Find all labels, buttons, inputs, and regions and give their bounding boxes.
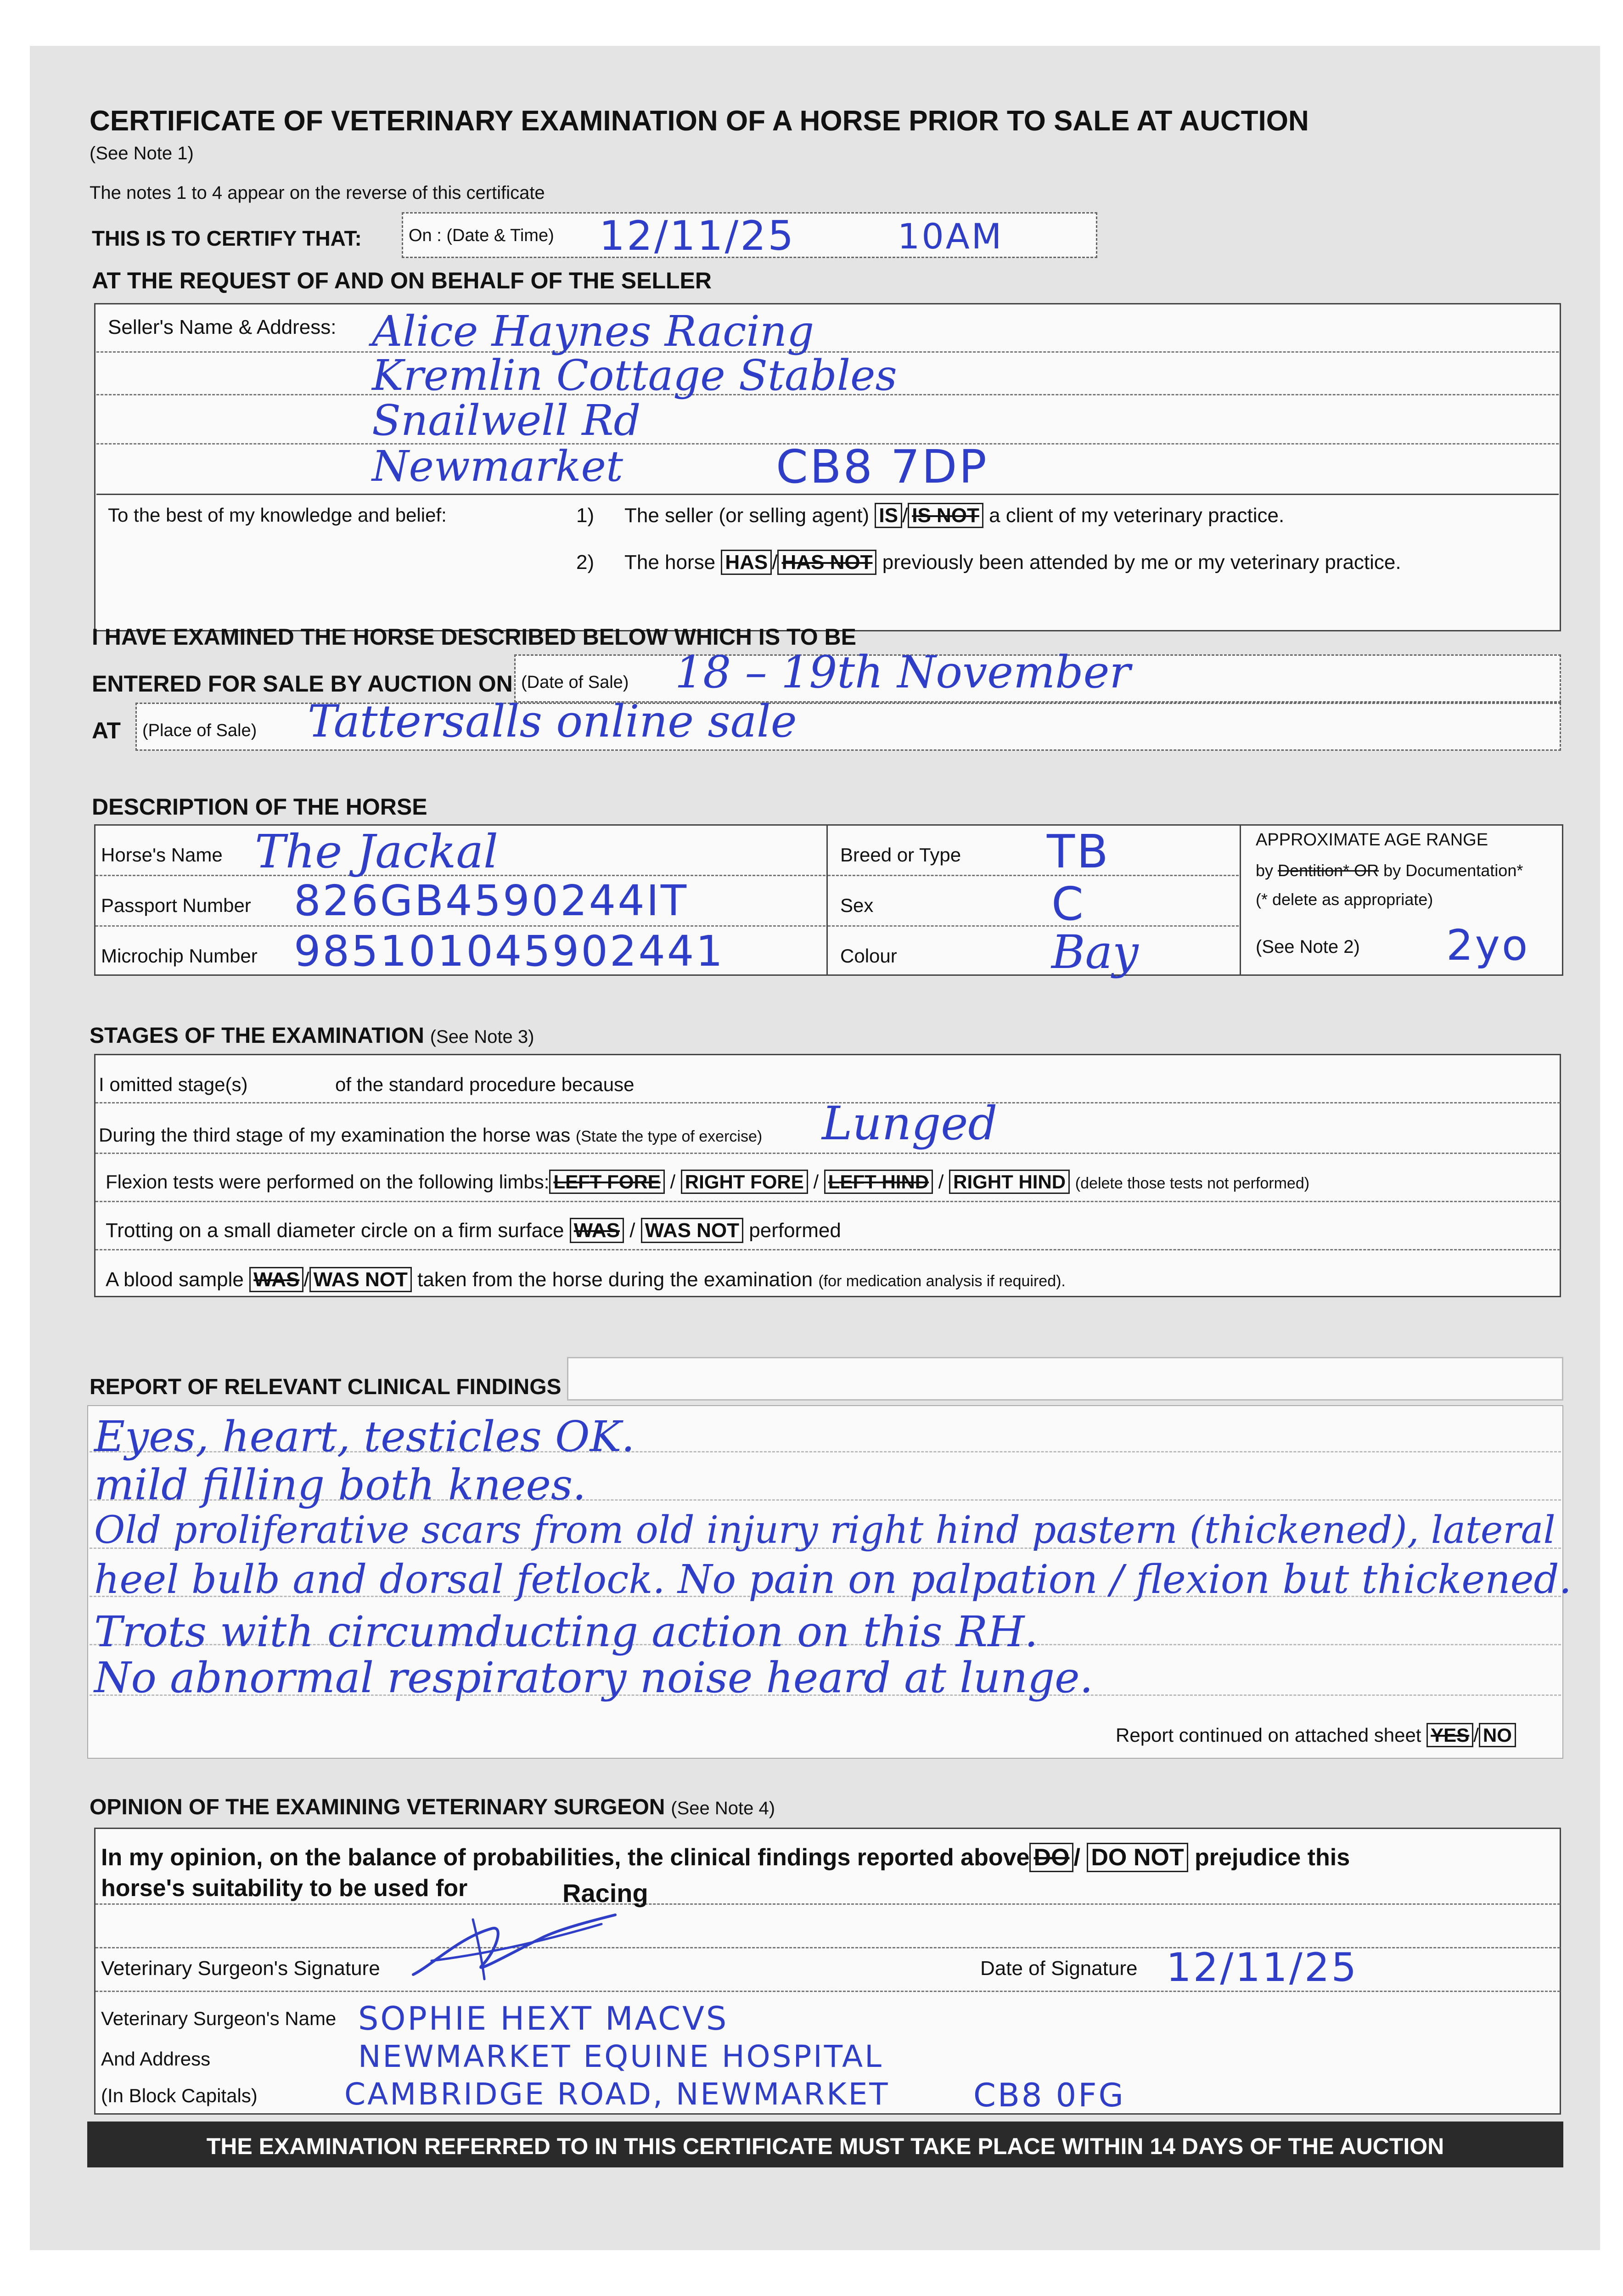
flexion-right-fore-option[interactable]: RIGHT FORE bbox=[681, 1170, 808, 1194]
option-separator: / bbox=[629, 1219, 635, 1242]
flexion-left-hind-option[interactable]: LEFT HIND bbox=[824, 1170, 933, 1194]
seller-name[interactable]: Alice Haynes Racing bbox=[372, 307, 814, 356]
statement-1-prefix: The seller (or selling agent) bbox=[624, 504, 870, 527]
horse-col-divider-2 bbox=[1240, 826, 1241, 975]
option-separator: / bbox=[938, 1171, 944, 1193]
blood-row bbox=[106, 1268, 1066, 1291]
report-continued-label: Report continued on attached sheet bbox=[1116, 1724, 1421, 1746]
sale-place-label: (Place of Sale) bbox=[142, 721, 257, 740]
passport-label: Passport Number bbox=[101, 895, 251, 916]
passport-value[interactable]: 826GB4590244IT bbox=[294, 876, 689, 925]
suitability-value[interactable]: Racing bbox=[562, 1879, 648, 1908]
blood-note: (for medication analysis if required). bbox=[818, 1272, 1066, 1290]
blood-was-option[interactable]: WAS bbox=[249, 1267, 303, 1292]
opinion-statement bbox=[101, 1844, 1350, 1871]
microchip-value[interactable]: 985101045902441 bbox=[294, 927, 724, 976]
at-label: AT bbox=[92, 718, 121, 743]
option-separator: / bbox=[303, 1268, 309, 1291]
report-finding: heel bulb and dorsal fetlock. No pain on palpation / flexion but thickened. bbox=[94, 1557, 1572, 1603]
continued-no-option[interactable]: NO bbox=[1479, 1723, 1516, 1747]
statement-1-suffix: a client of my veterinary practice. bbox=[989, 504, 1285, 527]
stages-title-note: (See Note 3) bbox=[430, 1027, 534, 1047]
colour-label: Colour bbox=[840, 945, 897, 967]
blood-suffix: taken from the horse during the examination bbox=[417, 1268, 813, 1291]
knowledge-label: To the best of my knowledge and belief: bbox=[108, 504, 447, 526]
trot-row bbox=[106, 1219, 841, 1242]
statement-2 bbox=[624, 551, 1401, 574]
option-separator: / bbox=[902, 504, 908, 527]
horse-row-line-4 bbox=[828, 925, 1239, 927]
trot-was-option[interactable]: WAS bbox=[570, 1218, 624, 1243]
report-finding: Trots with circumducting action on this RH. bbox=[94, 1607, 1038, 1656]
seller-label: Seller's Name & Address: bbox=[108, 316, 337, 338]
attended-has-option[interactable]: HAS bbox=[721, 550, 772, 575]
suitability-label: horse's suitability to be used for bbox=[101, 1875, 468, 1902]
sale-date-value: 18 – 19th November bbox=[675, 647, 1131, 698]
option-separator: / bbox=[813, 1171, 819, 1193]
vet-address-line-2[interactable]: CAMBRIDGE ROAD, NEWMARKET bbox=[344, 2077, 890, 2112]
seller-divider bbox=[96, 494, 1559, 495]
request-label: AT THE REQUEST OF AND ON BEHALF OF THE SELLER bbox=[92, 268, 712, 293]
certify-label: THIS IS TO CERTIFY THAT: bbox=[92, 226, 362, 250]
opinion-line-3 bbox=[95, 1991, 1560, 1992]
flexion-right-hind-option[interactable]: RIGHT HIND bbox=[949, 1170, 1070, 1194]
exam-time-value: 10AM bbox=[898, 216, 1004, 257]
exam-date-value: 12/11/25 bbox=[599, 212, 796, 259]
horse-name-value[interactable]: The Jackal bbox=[255, 825, 498, 878]
blood-label: A blood sample bbox=[106, 1268, 244, 1291]
third-stage-value[interactable]: Lunged bbox=[822, 1097, 998, 1150]
seller-address-1[interactable]: Kremlin Cottage Stables bbox=[372, 351, 897, 400]
age-note-label: (See Note 2) bbox=[1256, 937, 1360, 957]
age-value[interactable]: 2yo bbox=[1446, 921, 1530, 970]
flexion-row bbox=[106, 1171, 1309, 1193]
entered-label: ENTERED FOR SALE BY AUCTION ON bbox=[92, 671, 513, 697]
vet-signature[interactable] bbox=[404, 1910, 624, 1988]
statement-1 bbox=[624, 504, 1284, 527]
opinion-title-note: (See Note 4) bbox=[671, 1798, 775, 1818]
horse-row-line-3 bbox=[828, 875, 1239, 876]
trot-label: Trotting on a small diameter circle on a firm surface bbox=[106, 1219, 564, 1242]
flexion-note: (delete those tests not performed) bbox=[1075, 1175, 1310, 1192]
on-label: On : (Date & Time) bbox=[409, 226, 554, 245]
report-title: REPORT OF RELEVANT CLINICAL FINDINGS bbox=[90, 1375, 562, 1399]
option-separator: / bbox=[670, 1171, 676, 1193]
third-stage-label: During the third stage of my examination the horse was bbox=[99, 1124, 571, 1146]
opinion-line-1 bbox=[95, 1903, 1560, 1905]
stages-row-line-4 bbox=[95, 1249, 1560, 1250]
client-is-not-option[interactable]: IS NOT bbox=[908, 503, 983, 528]
report-finding: Old proliferative scars from old injury right hind pastern (thickened), lateral bbox=[94, 1508, 1556, 1552]
trot-suffix: performed bbox=[749, 1219, 841, 1242]
notes-line: The notes 1 to 4 appear on the reverse of this certificate bbox=[90, 183, 545, 203]
block-capitals-label: (In Block Capitals) bbox=[101, 2085, 258, 2106]
attended-has-not-option[interactable]: HAS NOT bbox=[777, 550, 876, 575]
age-method bbox=[1256, 861, 1523, 880]
age-by-documentation-option[interactable]: by Documentation* bbox=[1383, 861, 1523, 880]
stages-title: STAGES OF THE EXAMINATION bbox=[90, 1024, 424, 1048]
report-header-field bbox=[567, 1357, 1563, 1401]
date-of-signature-label: Date of Signature bbox=[980, 1957, 1138, 1980]
horse-col-divider-1 bbox=[826, 826, 828, 975]
opinion-do-option[interactable]: DO bbox=[1029, 1843, 1073, 1872]
report-finding: Eyes, heart, testicles OK. bbox=[94, 1412, 635, 1461]
sex-value[interactable]: C bbox=[1051, 877, 1085, 931]
flexion-left-fore-option[interactable]: LEFT FORE bbox=[549, 1170, 664, 1194]
breed-value[interactable]: TB bbox=[1047, 825, 1110, 878]
stages-row-line-3 bbox=[95, 1201, 1560, 1202]
client-is-option[interactable]: IS bbox=[875, 503, 902, 528]
colour-value[interactable]: Bay bbox=[1051, 925, 1139, 979]
seller-address-3[interactable]: Newmarket bbox=[372, 442, 623, 491]
vet-postcode[interactable]: CB8 0FG bbox=[973, 2077, 1125, 2114]
age-by-dentition-option[interactable]: Dentition* OR bbox=[1278, 861, 1379, 880]
flexion-label: Flexion tests were performed on the following limbs: bbox=[106, 1171, 550, 1193]
opinion-statement-suffix: prejudice this bbox=[1195, 1844, 1350, 1871]
vet-name-value[interactable]: SOPHIE HEXT MACVS bbox=[358, 2000, 729, 2037]
option-separator: / bbox=[772, 551, 778, 574]
microchip-label: Microchip Number bbox=[101, 945, 258, 967]
age-title: APPROXIMATE AGE RANGE bbox=[1256, 830, 1488, 850]
opinion-do-not-option[interactable]: DO NOT bbox=[1087, 1843, 1188, 1872]
option-separator: / bbox=[1073, 1844, 1080, 1871]
horse-name-label: Horse's Name bbox=[101, 844, 223, 866]
seller-address-2[interactable]: Snailwell Rd bbox=[372, 396, 641, 445]
sale-place-value: Tattersalls online sale bbox=[308, 696, 797, 747]
report-continued-row bbox=[1116, 1724, 1516, 1746]
date-of-signature-value[interactable]: 12/11/25 bbox=[1166, 1945, 1359, 1991]
vet-name-label: Veterinary Surgeon's Name bbox=[101, 2008, 337, 2029]
breed-label: Breed or Type bbox=[840, 844, 961, 866]
certificate-title: CERTIFICATE OF VETERINARY EXAMINATION OF A HORSE PRIOR TO SALE AT AUCTION bbox=[90, 105, 1309, 137]
omitted-suffix: of the standard procedure because bbox=[335, 1074, 635, 1095]
statement-1-number: 1) bbox=[576, 504, 595, 527]
third-stage-hint: (State the type of exercise) bbox=[575, 1128, 763, 1145]
omitted-label: I omitted stage(s) bbox=[99, 1074, 248, 1095]
blood-was-not-option[interactable]: WAS NOT bbox=[309, 1267, 412, 1292]
sex-label: Sex bbox=[840, 895, 874, 916]
statement-2-suffix: previously been attended by me or my veterinary practice. bbox=[882, 551, 1401, 574]
option-separator: / bbox=[1473, 1724, 1479, 1746]
opinion-title: OPINION OF THE EXAMINING VETERINARY SURGEON bbox=[90, 1795, 665, 1819]
title-note: (See Note 1) bbox=[90, 143, 194, 163]
footer-banner-text: THE EXAMINATION REFERRED TO IN THIS CERTIFICATE MUST TAKE PLACE WITHIN 14 DAYS OF THE AUCTION bbox=[206, 2133, 1444, 2159]
statement-2-number: 2) bbox=[576, 551, 595, 574]
report-finding: No abnormal respiratory noise heard at lunge. bbox=[94, 1653, 1093, 1702]
opinion-title-row bbox=[90, 1795, 775, 1820]
examined-label: I HAVE EXAMINED THE HORSE DESCRIBED BELOW WHICH IS TO BE bbox=[92, 624, 856, 650]
sale-date-label: (Date of Sale) bbox=[521, 673, 629, 692]
vet-address-line-1[interactable]: NEWMARKET EQUINE HOSPITAL bbox=[358, 2039, 883, 2074]
third-stage-row bbox=[99, 1124, 762, 1146]
age-delete-note: (* delete as appropriate) bbox=[1256, 890, 1433, 909]
seller-postcode[interactable]: CB8 7DP bbox=[776, 440, 988, 494]
age-by-prefix: by bbox=[1256, 861, 1274, 880]
opinion-statement-prefix: In my opinion, on the balance of probabilities, the clinical findings reported above bbox=[101, 1844, 1030, 1871]
signature-label: Veterinary Surgeon's Signature bbox=[101, 1957, 380, 1980]
report-finding: mild filling both knees. bbox=[94, 1460, 586, 1509]
vet-address-label: And Address bbox=[101, 2048, 211, 2070]
statement-2-prefix: The horse bbox=[624, 551, 716, 574]
trot-was-not-option[interactable]: WAS NOT bbox=[641, 1218, 743, 1243]
horse-section-title: DESCRIPTION OF THE HORSE bbox=[92, 794, 427, 820]
stages-row-line-2 bbox=[95, 1153, 1560, 1154]
continued-yes-option[interactable]: YES bbox=[1426, 1723, 1473, 1747]
stages-title-row bbox=[90, 1023, 534, 1048]
